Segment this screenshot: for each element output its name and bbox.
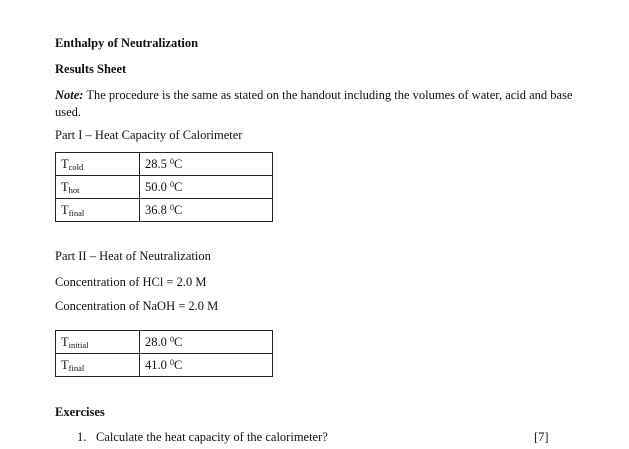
hcl-concentration: Concentration of HCl = 2.0 M bbox=[55, 275, 207, 289]
temperature-value: 41.0 $^0$C bbox=[140, 354, 273, 377]
temperature-value: 50.0 $^0$C bbox=[140, 176, 273, 199]
note-label: Note: bbox=[55, 88, 84, 102]
part1-heading: Part I – Heat Capacity of Calorimeter bbox=[55, 128, 243, 142]
temperature-value: 28.0 $^0$C bbox=[140, 331, 273, 354]
exercise-number: 1. bbox=[77, 430, 87, 444]
table-row bbox=[56, 199, 273, 222]
table-row bbox=[56, 176, 273, 199]
temperature-label: $T_{hot}$ bbox=[56, 176, 140, 199]
results-sheet-heading: Results Sheet bbox=[55, 62, 127, 76]
exercises-heading: Exercises bbox=[55, 405, 105, 419]
temperature-label: $T_{final}$ bbox=[56, 199, 140, 222]
exercise-marks: [7] bbox=[534, 430, 549, 444]
part1-table bbox=[55, 152, 273, 222]
temperature-label: $T_{final}$ bbox=[56, 354, 140, 377]
procedure-note bbox=[55, 87, 575, 120]
temperature-label: $T_{initial}$ bbox=[56, 331, 140, 354]
note-text: The procedure is the same as stated on the handout including the volumes of water, acid and base used. bbox=[55, 88, 573, 119]
table-row bbox=[56, 331, 273, 354]
naoh-concentration: Concentration of NaOH = 2.0 M bbox=[55, 299, 219, 313]
temperature-value: 36.8 $^0$C bbox=[140, 199, 273, 222]
exercise-question: Calculate the heat capacity of the calorimeter? bbox=[96, 430, 328, 444]
part2-heading: Part II – Heat of Neutralization bbox=[55, 249, 211, 263]
part2-table bbox=[55, 330, 273, 377]
table-row bbox=[56, 354, 273, 377]
temperature-value: 28.5 $^0$C bbox=[140, 153, 273, 176]
temperature-label: $T_{cold}$ bbox=[56, 153, 140, 176]
document-title: Enthalpy of Neutralization bbox=[55, 36, 199, 50]
table-row bbox=[56, 153, 273, 176]
